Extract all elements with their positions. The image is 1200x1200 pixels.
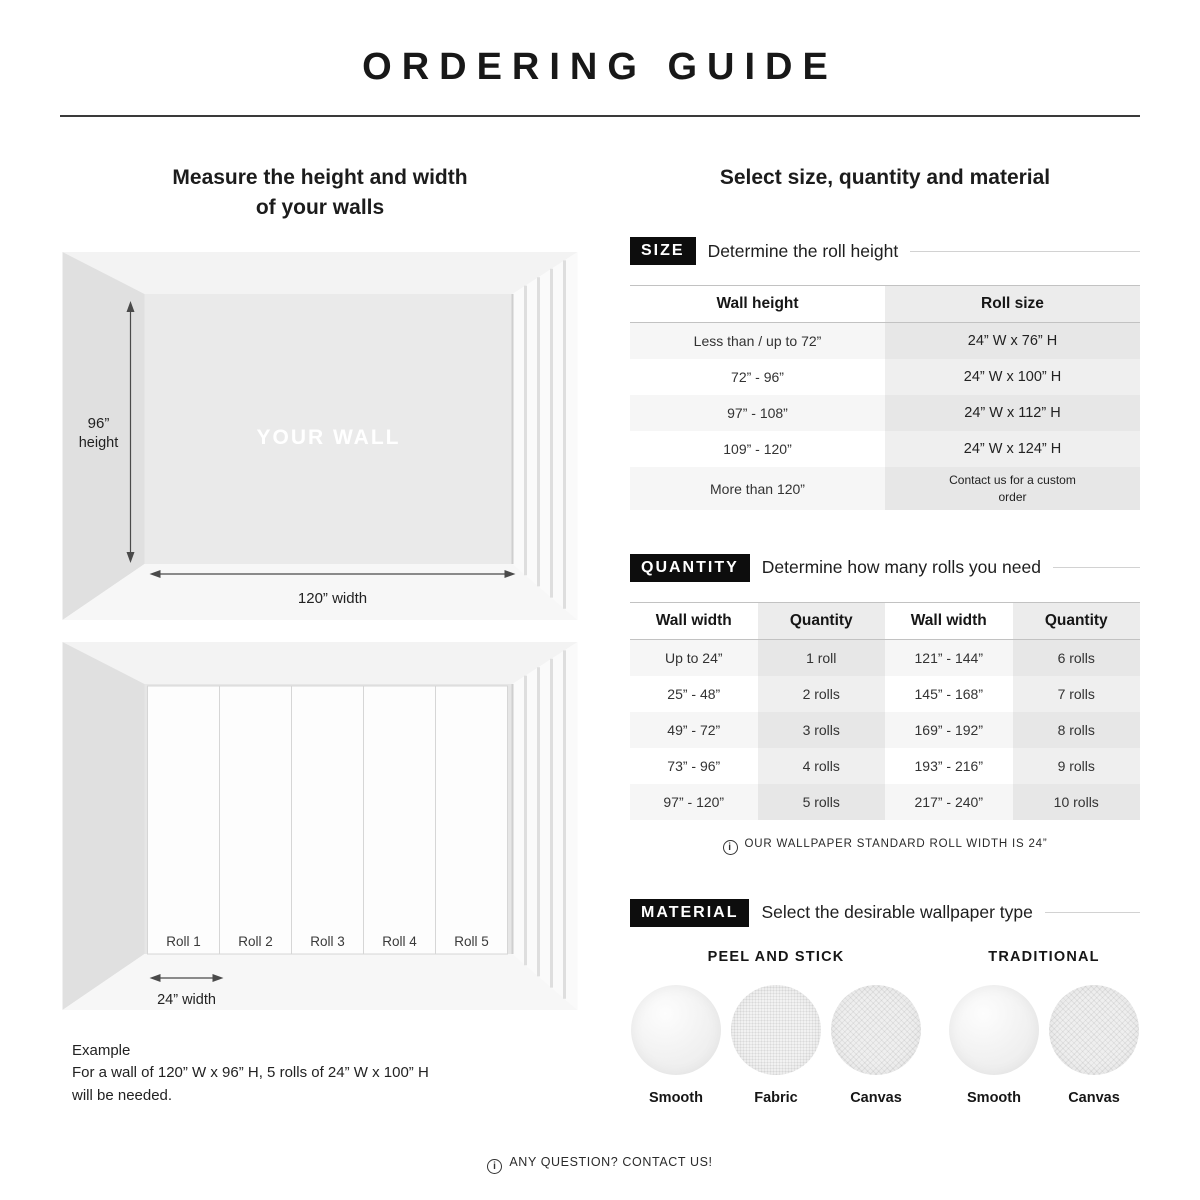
room-svg-2	[60, 642, 580, 1014]
size-rule	[910, 251, 1140, 252]
info-icon: i	[487, 1159, 502, 1174]
option-label: Canvas	[1068, 1089, 1120, 1106]
wall-width-value: 121” - 144”	[885, 639, 1013, 676]
canvas-swatch	[831, 985, 921, 1075]
canvas-swatch	[1049, 985, 1139, 1075]
measure-heading-line1: Measure the height and width	[172, 166, 468, 189]
example-title: Example	[72, 1041, 131, 1059]
size-badge: SIZE	[630, 237, 696, 265]
roll-note-text: OUR WALLPAPER STANDARD ROLL WIDTH IS 24”	[744, 837, 1048, 850]
roll-label-5: Roll 5	[454, 933, 489, 949]
wall-width-value: 73” - 96”	[630, 748, 758, 784]
peel-and-stick-options	[630, 985, 922, 1106]
page-title: ORDERING GUIDE	[362, 46, 838, 88]
your-wall-label: YOUR WALL	[256, 425, 401, 449]
wall-width-value: 49” - 72”	[630, 712, 758, 748]
size-table-header-row	[630, 286, 1140, 323]
measure-heading-line2: of your walls	[255, 196, 385, 220]
table-row	[630, 323, 1140, 360]
quantity-col-wall-width: Wall width	[910, 611, 987, 629]
material-option-canvas	[830, 985, 922, 1106]
wall-height-value: 109” - 120”	[630, 431, 885, 467]
table-row	[630, 395, 1140, 431]
quantity-value: 10 rolls	[1013, 784, 1141, 820]
material-option-canvas	[1048, 985, 1140, 1106]
quantity-col-quantity: Quantity	[1013, 602, 1141, 639]
option-label: Canvas	[850, 1089, 902, 1106]
table-row	[630, 359, 1140, 395]
roll-label-3: Roll 3	[310, 933, 345, 949]
wall-height-value: 72” - 96”	[630, 359, 885, 395]
roll-panel-3	[292, 686, 364, 954]
material-section-header	[630, 899, 1140, 927]
quantity-col-wall-width: Wall width	[655, 611, 732, 629]
room-illustration-your-wall	[60, 252, 580, 620]
quantity-value: 2 rolls	[758, 676, 886, 712]
footer-contact-note	[0, 1155, 1200, 1174]
roll-panel-4	[364, 686, 436, 954]
quantity-value: 4 rolls	[758, 748, 886, 784]
footer-text: ANY QUESTION? CONTACT US!	[509, 1155, 713, 1169]
example-note	[60, 1040, 580, 1108]
ceiling	[63, 642, 578, 684]
size-subtitle: Determine the roll height	[707, 240, 899, 261]
standard-roll-width-note	[630, 838, 1140, 855]
ceiling	[63, 252, 578, 294]
wall-height-value: Less than / up to 72”	[630, 323, 885, 360]
material-option-smooth	[630, 985, 722, 1106]
quantity-value: 5 rolls	[758, 784, 886, 820]
roll-size-value: Contact us for a custom order	[885, 467, 1140, 509]
room-illustration-rolls	[60, 642, 580, 1014]
wall-width-value: 97” - 120”	[630, 784, 758, 820]
roll-label-1: Roll 1	[166, 933, 201, 949]
room-svg-1	[60, 252, 580, 620]
table-row	[630, 467, 1140, 509]
material-group-peel-and-stick	[630, 949, 922, 1106]
wall-height-value: More than 120”	[630, 467, 885, 509]
select-heading: Select size, quantity and material	[719, 166, 1051, 189]
table-row	[630, 784, 1140, 820]
quantity-table-header-row	[630, 602, 1140, 639]
left-wall	[63, 642, 145, 1010]
quantity-table	[630, 602, 1140, 820]
material-option-smooth	[948, 985, 1040, 1106]
height-value-label: 96”	[87, 414, 110, 432]
size-col-roll-size: Roll size	[885, 286, 1140, 323]
window	[513, 252, 578, 620]
option-label: Fabric	[754, 1089, 798, 1106]
window	[513, 642, 578, 1010]
roll-size-value: 24” W x 76” H	[885, 323, 1140, 360]
size-table	[630, 285, 1140, 509]
wall-width-value: 145” - 168”	[885, 676, 1013, 712]
smooth-swatch	[949, 985, 1039, 1075]
fabric-swatch	[731, 985, 821, 1075]
quantity-section-header	[630, 554, 1140, 582]
option-label: Smooth	[649, 1089, 703, 1106]
wall-width-value: 169” - 192”	[885, 712, 1013, 748]
option-label: Smooth	[967, 1089, 1021, 1106]
table-row	[630, 676, 1140, 712]
size-section-header	[630, 237, 1140, 265]
roll-width-label: 24” width	[157, 991, 216, 1008]
material-rule	[1045, 912, 1140, 913]
smooth-swatch	[631, 985, 721, 1075]
quantity-badge: QUANTITY	[630, 554, 750, 582]
table-row	[630, 748, 1140, 784]
select-section	[630, 117, 1140, 1107]
material-option-fabric	[730, 985, 822, 1106]
table-row	[630, 431, 1140, 467]
info-icon: i	[723, 840, 738, 855]
width-label: 120” width	[297, 589, 368, 607]
quantity-value: 3 rolls	[758, 712, 886, 748]
wall-width-value: 25” - 48”	[630, 676, 758, 712]
material-subtitle: Select the desirable wallpaper type	[761, 902, 1033, 923]
wall-height-value: 97” - 108”	[630, 395, 885, 431]
quantity-value: 9 rolls	[1013, 748, 1141, 784]
quantity-value: 1 roll	[758, 639, 886, 676]
roll-size-value: 24” W x 112” H	[885, 395, 1140, 431]
wall-width-value: 217” - 240”	[885, 784, 1013, 820]
traditional-title: TRADITIONAL	[988, 948, 1100, 965]
wall-width-value: 193” - 216”	[885, 748, 1013, 784]
size-col-wall-height: Wall height	[716, 295, 799, 313]
content-columns	[0, 117, 1200, 1107]
material-badge: MATERIAL	[630, 899, 749, 927]
quantity-value: 7 rolls	[1013, 676, 1141, 712]
material-group-traditional	[948, 949, 1140, 1106]
quantity-value: 6 rolls	[1013, 639, 1141, 676]
wall-width-value: Up to 24”	[630, 639, 758, 676]
quantity-subtitle: Determine how many rolls you need	[761, 557, 1041, 578]
roll-size-value: 24” W x 124” H	[885, 431, 1140, 467]
height-word-label: height	[78, 434, 119, 451]
quantity-rule	[1053, 567, 1140, 568]
roll-panel-5	[436, 686, 508, 954]
roll-label-2: Roll 2	[238, 933, 273, 949]
floor	[63, 954, 578, 1010]
roll-size-value: 24” W x 100” H	[885, 359, 1140, 395]
example-line2: will be needed.	[72, 1086, 173, 1104]
roll-label-4: Roll 4	[382, 933, 417, 949]
roll-panel-2	[220, 686, 292, 954]
measure-section	[60, 117, 580, 1107]
quantity-col-quantity: Quantity	[758, 602, 886, 639]
quantity-value: 8 rolls	[1013, 712, 1141, 748]
material-groups	[630, 949, 1140, 1106]
table-row	[630, 712, 1140, 748]
example-line1: For a wall of 120” W x 96” H, 5 rolls of 24” W x 100” H	[72, 1064, 429, 1082]
roll-panel-1	[148, 686, 220, 954]
traditional-options	[948, 985, 1140, 1106]
measure-heading	[60, 163, 580, 224]
peel-and-stick-title: PEEL AND STICK	[707, 948, 845, 965]
table-row	[630, 639, 1140, 676]
